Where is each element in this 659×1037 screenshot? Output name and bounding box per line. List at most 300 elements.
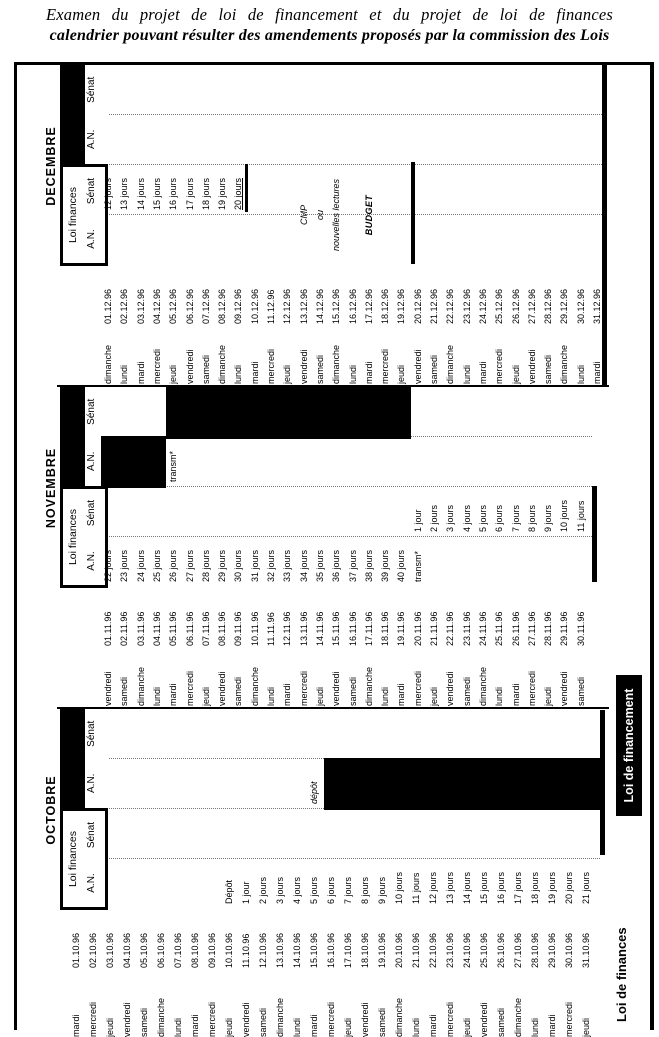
loi-finances-header-title: Loi finances (67, 830, 79, 888)
day-name: lundi (347, 364, 358, 384)
day-name: mardi (547, 1014, 557, 1037)
day-name: jeudi (429, 686, 439, 706)
day-date: 14.11.96 (314, 611, 325, 646)
day-name: vendredi (526, 349, 537, 384)
loi-finances-header-title: Loi finances (67, 186, 79, 244)
day-name: vendredi (241, 1002, 251, 1037)
day-name: mercredi (412, 670, 423, 706)
day-date: 03.12.96 (135, 288, 146, 324)
day-name: dimanche (477, 666, 488, 706)
cell-finances-an: 18 jours (530, 871, 540, 904)
day-date: 18.12.96 (380, 288, 391, 324)
day-row (134, 64, 150, 386)
day-name: jeudi (282, 364, 293, 384)
day-date: 01.12.96 (103, 288, 113, 324)
day-name: mercredi (184, 670, 195, 706)
day-row (86, 708, 103, 1037)
day-date: 26.10.96 (496, 932, 506, 968)
cell-finances-an: 35 jours (314, 549, 325, 582)
day-name: mardi (363, 361, 374, 384)
day-row (557, 64, 573, 386)
cell-finances-senat: 4 jours (461, 504, 472, 532)
day-row (280, 64, 296, 386)
day-date: 25.12.96 (494, 288, 505, 324)
day-date: 11.10.96 (241, 933, 251, 968)
day-row (150, 64, 166, 386)
day-row (264, 64, 280, 386)
day-row (492, 64, 508, 386)
cell-finances-an: 39 jours (380, 549, 391, 582)
day-date: 04.10.96 (122, 932, 132, 968)
column-label-senat: Sénat (86, 499, 97, 527)
cell-finances-senat: 10 jours (559, 499, 570, 532)
day-date: 22.10.96 (428, 932, 438, 968)
cell-finances-senat: 16 jours (168, 177, 179, 210)
day-date: 22.12.96 (445, 288, 456, 324)
day-name: vendredi (298, 349, 309, 384)
day-name: lundi (494, 686, 505, 706)
column-label-an: A.N. (86, 551, 97, 571)
day-date: 14.12.96 (314, 288, 325, 324)
loi-financement-column-labels (86, 387, 97, 486)
day-date: 06.12.96 (184, 288, 195, 324)
column-label-senat: Sénat (86, 76, 97, 103)
cell-finances-an: 37 jours (347, 549, 358, 582)
cell-finances-senat: 14 jours (135, 177, 146, 210)
day-name: vendredi (103, 671, 113, 706)
month-block-octobre (17, 708, 653, 1037)
day-date: 23.10.96 (445, 932, 455, 968)
day-date: 25.10.96 (479, 932, 489, 968)
cell-finances-senat: 9 jours (543, 504, 554, 532)
day-date: 17.10.96 (343, 932, 353, 968)
day-name: lundi (380, 686, 391, 706)
day-name: dimanche (275, 997, 285, 1037)
day-name: dimanche (156, 997, 166, 1037)
day-name: vendredi (122, 1002, 132, 1037)
day-row (443, 708, 460, 1037)
day-row (574, 386, 590, 708)
day-date: 13.10.96 (275, 932, 285, 968)
day-name: mercredi (207, 1001, 217, 1037)
day-date: 19.10.96 (377, 932, 387, 968)
day-row (574, 64, 590, 386)
calendar-table-frame (14, 62, 655, 1037)
day-row (101, 386, 117, 708)
day-name: mardi (592, 361, 602, 384)
day-name: vendredi (479, 1002, 489, 1037)
day-name: dimanche (559, 344, 570, 384)
day-date: 23.12.96 (461, 288, 472, 324)
day-name: mercredi (266, 348, 276, 384)
cell-finances-an: 31 jours (249, 549, 260, 582)
annotation: BUDGET (363, 194, 374, 236)
day-date: 16.12.96 (347, 288, 358, 324)
day-row (394, 64, 410, 386)
day-date: 18.10.96 (360, 932, 370, 968)
day-row (188, 708, 205, 1037)
day-row (476, 386, 492, 708)
day-name: samedi (258, 1007, 268, 1037)
cell-finances-senat: 2 jours (429, 504, 439, 532)
day-row (205, 708, 222, 1037)
day-date: 08.12.96 (217, 288, 228, 324)
annotation: ou (314, 210, 325, 221)
day-row (120, 708, 137, 1037)
day-row (409, 708, 426, 1037)
day-date: 07.11.96 (200, 611, 211, 646)
day-row (290, 708, 307, 1037)
day-date: 26.12.96 (510, 288, 521, 324)
day-name: lundi (461, 364, 472, 384)
day-row (528, 708, 545, 1037)
cell-finances-an: 28 jours (200, 549, 211, 582)
cell-finances-an: 32 jours (266, 549, 276, 582)
cell-finances-senat: 20 jours (233, 177, 244, 210)
column-label-an: A.N. (86, 873, 97, 893)
day-date: 20.12.96 (412, 288, 423, 324)
day-name: mardi (477, 361, 488, 384)
cell-finances-an: 33 jours (282, 549, 293, 582)
day-date: 08.10.96 (190, 932, 200, 968)
day-date: 04.12.96 (151, 288, 162, 324)
day-name: samedi (200, 354, 211, 384)
day-row (579, 708, 596, 1037)
cell-finances-an: 23 jours (119, 549, 130, 582)
day-name: samedi (347, 676, 358, 706)
day-row (183, 64, 199, 386)
day-name: vendredi (331, 671, 342, 706)
day-name: mercredi (445, 1001, 455, 1037)
cell-finances-an: 1 jour (241, 881, 251, 904)
day-row (525, 386, 541, 708)
cell-finances-an: 6 jours (326, 876, 336, 904)
day-row (541, 64, 557, 386)
day-date: 24.10.96 (462, 932, 472, 968)
day-name: samedi (314, 354, 325, 384)
day-row (150, 386, 166, 708)
day-name: lundi (530, 1017, 540, 1037)
day-row (248, 64, 264, 386)
page-title (0, 5, 659, 46)
limit-rule-senat-20-jours (245, 164, 248, 212)
day-date: 15.10.96 (309, 932, 319, 968)
cell-finances-an: 4 jours (292, 876, 302, 904)
day-date: 27.10.96 (513, 932, 523, 968)
day-name: jeudi (343, 1017, 353, 1037)
cell-finances-an: 5 jours (309, 876, 319, 904)
day-name: jeudi (200, 686, 211, 706)
day-name: samedi (575, 676, 586, 706)
day-date: 10.11.96 (249, 611, 260, 646)
day-row (494, 708, 511, 1037)
day-date: 31.10.96 (581, 932, 591, 968)
day-name: samedi (429, 354, 439, 384)
day-name: mardi (396, 683, 407, 706)
day-date: 30.10.96 (564, 932, 574, 968)
day-date: 27.12.96 (526, 288, 537, 324)
cell-finances-senat: 5 jours (477, 504, 488, 532)
day-row (375, 708, 392, 1037)
day-name: mercredi (380, 348, 391, 384)
day-date: 17.11.96 (363, 611, 374, 646)
calendar-table (14, 62, 654, 1037)
day-date: 01.11.96 (103, 611, 113, 646)
day-name: dimanche (394, 997, 404, 1037)
cell-finances-senat: 8 jours (526, 504, 537, 532)
day-date: 15.12.96 (331, 288, 342, 324)
cell-finances-an: 2 jours (258, 876, 268, 904)
day-row (525, 64, 541, 386)
day-name: mercredi (151, 348, 162, 384)
day-date: 29.12.96 (559, 288, 570, 324)
day-row (134, 386, 150, 708)
cell-finances-an: 16 jours (496, 871, 506, 904)
day-name: dimanche (135, 666, 146, 706)
day-date: 05.12.96 (168, 288, 179, 324)
day-date: 02.12.96 (119, 288, 130, 324)
cell-finances-senat: 11 jours (575, 500, 586, 532)
month-end-line (602, 64, 607, 386)
day-name: dimanche (217, 344, 228, 384)
cell-finances-an: 13 jours (445, 871, 455, 904)
month-title: OCTOBRE (44, 775, 58, 845)
day-date: 07.10.96 (173, 932, 183, 968)
day-name: dimanche (513, 997, 523, 1037)
day-row (307, 708, 324, 1037)
day-date: 06.10.96 (156, 932, 166, 968)
day-name: mercredi (326, 1001, 336, 1037)
column-label-an: A.N. (86, 773, 97, 793)
day-date: 28.11.96 (543, 611, 554, 646)
cell-finances-an: 30 jours (233, 549, 244, 582)
day-name: samedi (496, 1007, 506, 1037)
cell-finances-an: 21 jours (581, 871, 591, 904)
column-label-an: A.N. (86, 129, 97, 149)
day-date: 06.11.96 (184, 611, 195, 646)
day-row (443, 64, 459, 386)
day-date: 24.12.96 (477, 288, 488, 324)
day-date: 12.11.96 (282, 611, 293, 646)
day-row (273, 708, 290, 1037)
month-title: DECEMBRE (44, 126, 58, 206)
day-name: jeudi (462, 1017, 472, 1037)
day-name: jeudi (581, 1017, 591, 1037)
cell-finances-an: 3 jours (275, 876, 285, 904)
day-name: dimanche (363, 666, 374, 706)
day-date: 30.11.96 (575, 611, 586, 646)
day-row (166, 64, 182, 386)
day-row (117, 64, 133, 386)
page-title-line2: calendrier pouvant résulter des amendements proposés par la commission des Lois (49, 26, 610, 44)
examination-bar-senat (166, 387, 411, 439)
cell-finances-an: 25 jours (151, 549, 162, 582)
day-row (476, 64, 492, 386)
day-row (69, 708, 86, 1037)
day-row (509, 64, 525, 386)
day-row (154, 708, 171, 1037)
day-date: 28.10.96 (530, 932, 540, 968)
day-row (324, 708, 341, 1037)
cell-finances-an: 7 jours (343, 876, 353, 904)
day-date: 19.12.96 (396, 288, 407, 324)
day-date: 08.11.96 (217, 611, 228, 646)
day-row (256, 708, 273, 1037)
cell-finances-an: 15 jours (479, 871, 489, 904)
day-date: 24.11.96 (477, 611, 488, 646)
day-date: 09.12.96 (233, 288, 244, 324)
day-name: jeudi (543, 686, 554, 706)
month-end-line (592, 486, 597, 582)
month-block-decembre (17, 64, 653, 386)
day-row (460, 708, 477, 1037)
day-row (239, 708, 256, 1037)
day-row (117, 386, 133, 708)
day-date: 19.11.96 (396, 611, 407, 646)
loi-financement-header (60, 387, 85, 486)
annotation: CMP (298, 205, 309, 225)
day-date: 10.12.96 (249, 288, 260, 324)
day-date: 03.10.96 (105, 932, 115, 968)
day-date: 15.11.96 (331, 611, 342, 646)
day-date: 26.11.96 (510, 611, 521, 646)
cell-finances-senat: 18 jours (200, 177, 211, 210)
day-date: 16.11.96 (347, 611, 358, 646)
day-date: 14.10.96 (292, 932, 302, 968)
examination-bar-an (101, 436, 166, 488)
cell-finances-an: 24 jours (135, 549, 146, 582)
cell-financement-an: transm* (168, 450, 179, 482)
day-name: mardi (428, 1014, 438, 1037)
loi-finances-column-labels (86, 489, 97, 585)
day-row (231, 64, 247, 386)
day-name: mardi (309, 1014, 319, 1037)
day-date: 20.10.96 (394, 932, 404, 968)
cell-finances-an: 29 jours (217, 549, 228, 582)
column-label-senat: Sénat (86, 177, 97, 205)
cell-finances-senat: 3 jours (445, 504, 456, 532)
examination-bar-an (324, 758, 604, 810)
cell-finances-senat: 7 jours (510, 504, 521, 532)
cell-finances-an: 19 jours (547, 871, 557, 904)
day-date: 21.12.96 (429, 288, 439, 324)
cell-finances-an: 8 jours (360, 876, 370, 904)
day-date: 13.12.96 (298, 288, 309, 324)
cell-finances-senat: 19 jours (217, 177, 228, 210)
day-row (557, 386, 573, 708)
day-name: mardi (510, 683, 521, 706)
day-row (222, 708, 239, 1037)
cell-finances-an: 17 jours (513, 871, 523, 904)
day-name: mardi (168, 683, 179, 706)
cell-finances-an: 38 jours (363, 549, 374, 582)
day-date: 13.11.96 (298, 611, 309, 646)
day-date: 04.11.96 (151, 611, 162, 646)
legend-loi-de-finances: Loi de finances (614, 927, 629, 1022)
day-name: lundi (411, 1017, 421, 1037)
day-name: mercredi (88, 1001, 98, 1037)
day-name: jeudi (314, 686, 325, 706)
day-name: vendredi (412, 349, 423, 384)
day-row (545, 708, 562, 1037)
cell-finances-an: 9 jours (377, 876, 387, 904)
cell-finances-an: 40 jours (396, 549, 407, 582)
cell-finances-an: 20 jours (564, 871, 574, 904)
day-row (460, 64, 476, 386)
month-end-line (600, 710, 605, 855)
day-row (426, 708, 443, 1037)
day-row (541, 386, 557, 708)
cell-finances-senat: 1 jour (412, 509, 423, 532)
day-name: dimanche (249, 666, 260, 706)
day-row (358, 708, 375, 1037)
day-date: 20.11.96 (412, 611, 423, 646)
day-row (562, 708, 579, 1037)
cell-finances-senat: 15 jours (151, 177, 162, 210)
limit-rule-70-jours (411, 162, 415, 264)
day-date: 21.11.96 (429, 611, 439, 646)
cell-finances-an: 11 jours (411, 872, 421, 904)
day-date: 10.10.96 (224, 932, 234, 968)
day-name: vendredi (360, 1002, 370, 1037)
day-date: 11.11.96 (266, 612, 276, 646)
day-row (492, 386, 508, 708)
day-name: mercredi (298, 670, 309, 706)
day-name: vendredi (217, 671, 228, 706)
day-name: lundi (575, 364, 586, 384)
day-date: 29.11.96 (559, 611, 570, 646)
day-name: mercredi (494, 348, 505, 384)
day-date: 12.12.96 (282, 288, 293, 324)
cell-finances-an: transm* (412, 550, 423, 582)
day-name: lundi (233, 364, 244, 384)
page-title-line1: Examen du projet de loi de financement et du projet de loi de finances (45, 5, 614, 24)
loi-finances-column-labels (86, 167, 97, 263)
day-name: samedi (377, 1007, 387, 1037)
day-name: samedi (543, 354, 554, 384)
day-name: vendredi (445, 671, 456, 706)
day-name: vendredi (559, 671, 570, 706)
day-name: dimanche (103, 344, 113, 384)
day-date: 27.11.96 (526, 611, 537, 646)
day-name: mardi (190, 1014, 200, 1037)
day-name: lundi (266, 686, 276, 706)
day-date: 16.10.96 (326, 932, 336, 968)
day-date: 17.12.96 (363, 288, 374, 324)
day-name: mardi (282, 683, 293, 706)
day-date: 23.11.96 (461, 611, 472, 646)
day-row (101, 64, 117, 386)
day-row (460, 386, 476, 708)
day-row (509, 386, 525, 708)
day-date: 31.12.96 (592, 288, 602, 324)
day-name: mercredi (526, 670, 537, 706)
day-name: jeudi (510, 364, 521, 384)
day-name: jeudi (224, 1017, 234, 1037)
day-date: 11.12.96 (266, 289, 276, 324)
day-name: mardi (71, 1014, 81, 1037)
day-date: 25.11.96 (494, 611, 505, 646)
cell-finances-an: 34 jours (298, 549, 309, 582)
cell-finances-senat: 13 jours (119, 177, 130, 210)
day-name: samedi (139, 1007, 149, 1037)
cell-finances-an: 14 jours (462, 871, 472, 904)
cell-finances-an: 22 jours (103, 549, 113, 582)
cell-finances-senat: 17 jours (184, 177, 195, 210)
day-name: mardi (135, 361, 146, 384)
day-date: 01.10.96 (71, 932, 81, 968)
day-row (378, 64, 394, 386)
